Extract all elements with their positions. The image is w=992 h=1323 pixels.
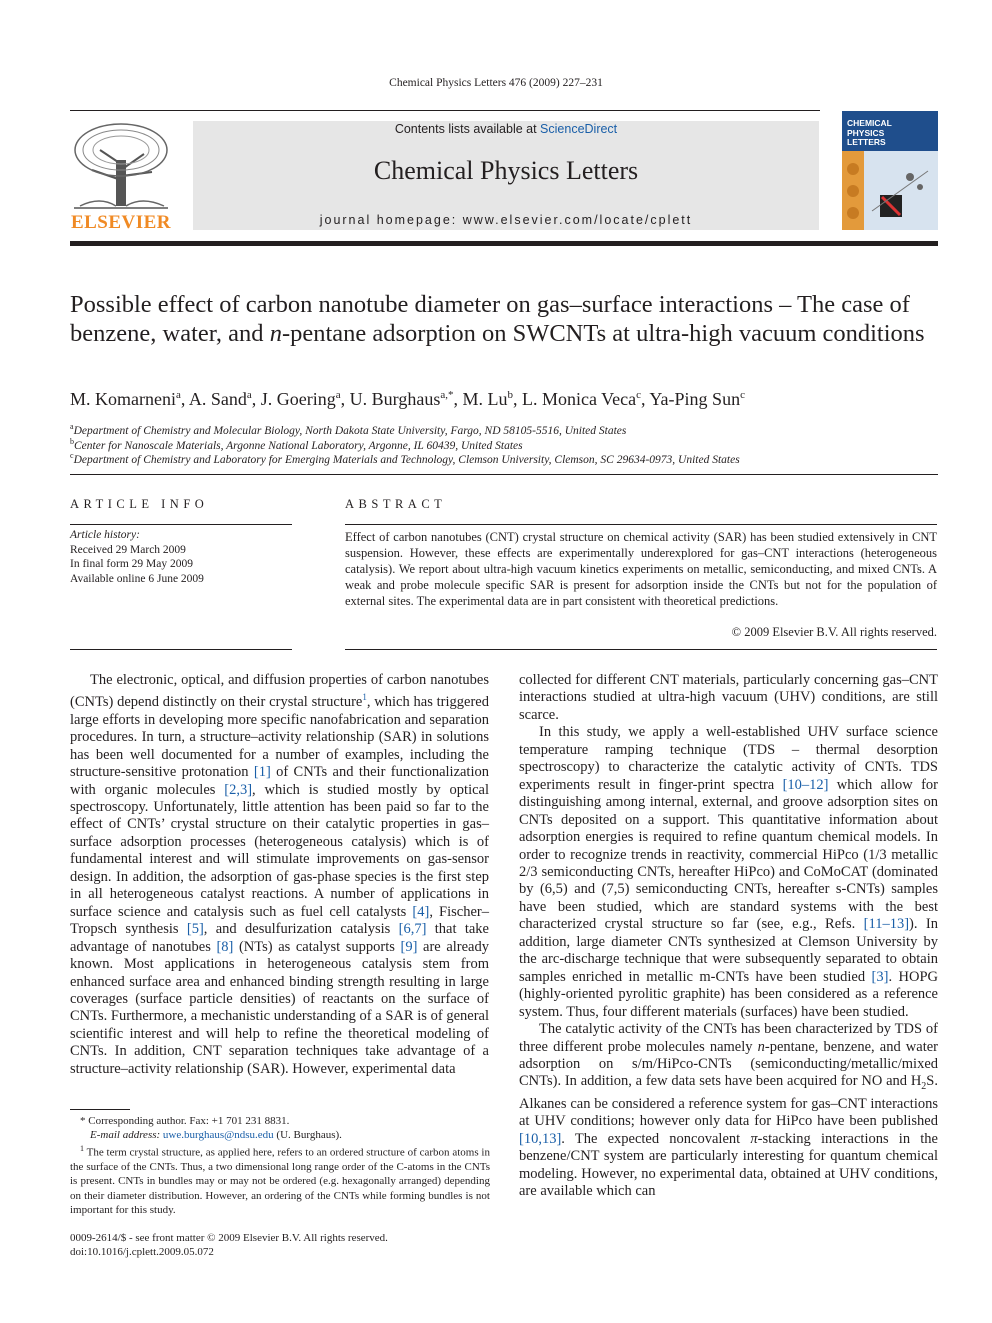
elsevier-tree-logo xyxy=(70,120,172,212)
issn-line: 0009-2614/$ - see front matter © 2009 Elsevier B.V. All rights reserved. xyxy=(70,1232,388,1244)
elsevier-wordmark: ELSEVIER xyxy=(70,212,172,233)
history-final: In final form 29 May 2009 xyxy=(70,558,193,570)
author[interactable]: U. Burghaus xyxy=(349,389,441,409)
email-link[interactable]: uwe.burghaus@ndsu.edu xyxy=(162,1129,274,1142)
header-thick-rule xyxy=(70,241,938,246)
citation-link[interactable]: [5] xyxy=(186,921,204,938)
citation-link[interactable]: [10,13] xyxy=(519,1130,562,1147)
author[interactable]: M. Komarneni xyxy=(70,389,176,409)
front-matter xyxy=(70,1231,388,1259)
affiliation: $^a$Department of Chemistry and Molecular Biology, North Dakota State University, Fargo, ND 58105-5516, United States xyxy=(70,422,627,437)
journal-name: Chemical Physics Letters xyxy=(373,156,639,185)
article-history xyxy=(70,528,292,586)
citation-link[interactable]: [9] xyxy=(400,938,418,955)
affiliation: $^b$Center for Nanoscale Materials, Argonne National Laboratory, Argonne, IL 60439, United States xyxy=(70,437,523,452)
footnote-1: $^1$ The term crystal structure, as applied here, refers to an ordered structure of carbon atoms in the surface of the CNTs. Thus, a two dimensional long range order of the C-atoms in the CNTs is present. CNTs in bundles may or may not be ordered (e.g. hexagonally arranged) depending on their diameter distribution. However, an ordering of the CNTs while forming bundles is not important for this study. xyxy=(70,1144,490,1216)
citation-link[interactable]: [1] xyxy=(253,764,271,781)
header-rule xyxy=(70,110,820,111)
citation-link[interactable]: [6,7] xyxy=(398,921,427,938)
body-left-column xyxy=(70,672,489,1078)
citation-link[interactable]: [4] xyxy=(412,903,430,920)
cover-title-3: LETTERS xyxy=(847,137,886,147)
footnote-rule xyxy=(70,1109,130,1110)
author[interactable]: J. Goering xyxy=(260,389,336,409)
affil-rule xyxy=(70,474,938,475)
body-right-column xyxy=(519,672,938,1200)
body-paragraph: The electronic, optical, and diffusion properties of carbon nanotubes (CNTs) depend distinctly on their crystal structure$^1$, which has triggered large efforts in developing more specific nanofabrication and separation procedures. In turn, a structure–activity relationship (SAR) in solutions has been well documented for a number of examples, including the structure-sensitive protonation [1] of CNTs and their functionalization with organic molecules [2,3], which is studied mostly by optical spectroscopy. Unfortunately, little attention has been paid so far to the effect of CNTs’ crystal structure on their catalytic properties in gas–surface adsorption processes (heterogeneous catalysis) which is of fundamental interest and will stimulate improvements on gas-sensor design. In addition, the adsorption of gas-phase species is the first step in all heterogeneous catalyst reactions. A number of applications in surface science and catalysis such as fuel cell catalysts [4], Fischer–Tropsch synthesis [5], and desulfurization catalysis [6,7] that take advantage of nanotubes [8] (NTs) as catalyst supports [9] are already known. Most applications in heterogeneous catalysis stem from enhanced surface area and enhanced binding strength resulting in large coverages (surface particle densities) of reactants on the surface of CNTs. Furthermore, a mechanistic understanding of a SAR is of general scientific interest and will help to refine the theoretical modeling of CNTs. In addition, CNT separation techniques take advantage of a structure–activity relationship (SAR). However, experimental data xyxy=(70,672,489,1077)
cover-title-1: CHEMICAL xyxy=(847,118,892,128)
citation-link[interactable]: [3] xyxy=(871,968,889,985)
author[interactable]: A. Sand xyxy=(188,389,247,409)
affiliation: $^c$Department of Chemistry and Laboratory for Emerging Materials and Technology, Clemson University, Clemson, SC 29634-0973, United States xyxy=(70,451,740,466)
history-received: Received 29 March 2009 xyxy=(70,543,186,556)
citation-link[interactable]: [11–13] xyxy=(863,916,910,933)
email-note: E-mail address: uwe.burghaus@ndsu.edu (U. Burghaus). xyxy=(90,1129,342,1142)
author[interactable]: Ya-Ping Sun xyxy=(649,389,741,409)
sciencedirect-link[interactable]: ScienceDirect xyxy=(540,122,618,136)
abstract-text: Effect of carbon nanotubes (CNT) crystal structure on chemical activity (SAR) has been studied extensively in CNT suspension. However, these effects are experimentally underexplored for gas–CNT interactions (heterogeneous catalysis). We report about ultra-high vacuum kinetics experiments on metallic, semiconducting, and mixed CNTs. A weak and probe molecule specific SAR is present for adsorption inside the CNTs but not for the population of external sites. The experimental data are in part consistent with theoretical predictions. xyxy=(345,530,937,608)
body-paragraph: The catalytic activity of the CNTs has been characterized by TDS of three different probe molecules namely n-pentane, benzene, and water adsorption on s/m/HiPco-CNTs (semiconducting/metallic/mixed CNTs). In addition, a few data sets have been acquired for NO and $H_2S$. Alkanes can be considered a reference system for gas–CNT interactions at UHV conditions; however only data for HiPco have been published [10,13]. The expected noncovalent π-stacking interactions in the benzene/CNT system are particularly interesting for quantum chemical modeling. However, no experimental data, obtained at UHV conditions, are available which can xyxy=(519,1021,938,1200)
abstract-rule xyxy=(345,524,937,525)
author[interactable]: L. Monica Veca xyxy=(521,389,637,409)
article-info-bottom-rule xyxy=(70,649,292,650)
doi-line[interactable]: doi:10.1016/j.cplett.2009.05.072 xyxy=(70,1246,214,1258)
citation-link[interactable]: [10–12] xyxy=(782,776,829,793)
journal-homepage[interactable]: journal homepage: www.elsevier.com/locate/cplett xyxy=(319,213,693,227)
abstract-copyright: © 2009 Elsevier B.V. All rights reserved. xyxy=(731,625,937,639)
article-title: Possible effect of carbon nanotube diameter on gas–surface interactions – The case of benzene, water, and n-pentane adsorption on SWCNTs at ultra-high vacuum conditions xyxy=(70,291,925,347)
citation-link[interactable]: [2,3] xyxy=(224,781,253,798)
author[interactable]: M. Lu xyxy=(462,389,508,409)
footnote-ref[interactable]: 1 xyxy=(362,692,367,703)
running-head: Chemical Physics Letters 476 (2009) 227–231 xyxy=(389,77,603,89)
cover-title-2: PHYSICS xyxy=(847,127,885,138)
abstract-heading: ABSTRACT xyxy=(345,497,447,511)
corresponding-author-note: * Corresponding author. Fax: +1 701 231 8831. xyxy=(80,1115,290,1127)
body-paragraph: collected for different CNT materials, particularly concerning gas–CNT interactions studied at ultra-high vacuum (UHV) conditions, are still scarce. xyxy=(519,672,938,723)
abstract-bottom-rule xyxy=(345,649,937,650)
contents-prefix: Contents lists available at xyxy=(394,122,541,136)
article-info-heading: ARTICLE INFO xyxy=(70,497,209,511)
contents-line xyxy=(193,122,819,136)
history-online: Available online 6 June 2009 xyxy=(70,572,204,585)
journal-cover-image xyxy=(842,111,938,230)
footnotes xyxy=(70,1114,490,1217)
article-info-rule xyxy=(70,524,292,525)
body-paragraph: In this study, we apply a well-established UHV surface science temperature ramping technique (TDS – thermal desorption spectroscopy) to characterize the catalytic activity of CNTs. TDS experiments result in finger-print spectra [10–12] which allow for distinguishing among internal, external, and groove adsorption sites on CNTs deposited on a support. This quantitative information about adsorption energies is required to refine quantum chemical models. In order to recognize trends in reactivity, commercial HiPco (1/3 metallic 2/3 semiconducting CNTs, hereafter HiPco) and CoMoCAT (dominated by (6,5) and (7,5) semiconducting CNTs, hereafter s-CNTs) samples have been studied, which are standard systems with the best characterized crystal structure so far (see, e.g., Refs. [11–13]). In addition, large diameter CNTs synthesized at Clemson University by the arc-discharge technique that were subsequently separated to obtain samples enriched in metallic m-CNTs have been studied [3]. HOPG (highly-oriented pyrolitic graphite) has been considered as a reference system. Thus, four different materials (surfaces) have been studied. xyxy=(519,724,938,1020)
author-list: M. Komarneni$^a$, A. Sand$^a$, J. Goering$^a$, U. Burghaus$^{a,*}$, M. Lu$^b$, L. Monica Veca$^c$, Ya-Ping Sun$^c$ xyxy=(70,389,745,409)
history-label: Article history: xyxy=(70,529,140,541)
citation-link[interactable]: [8] xyxy=(216,938,234,955)
